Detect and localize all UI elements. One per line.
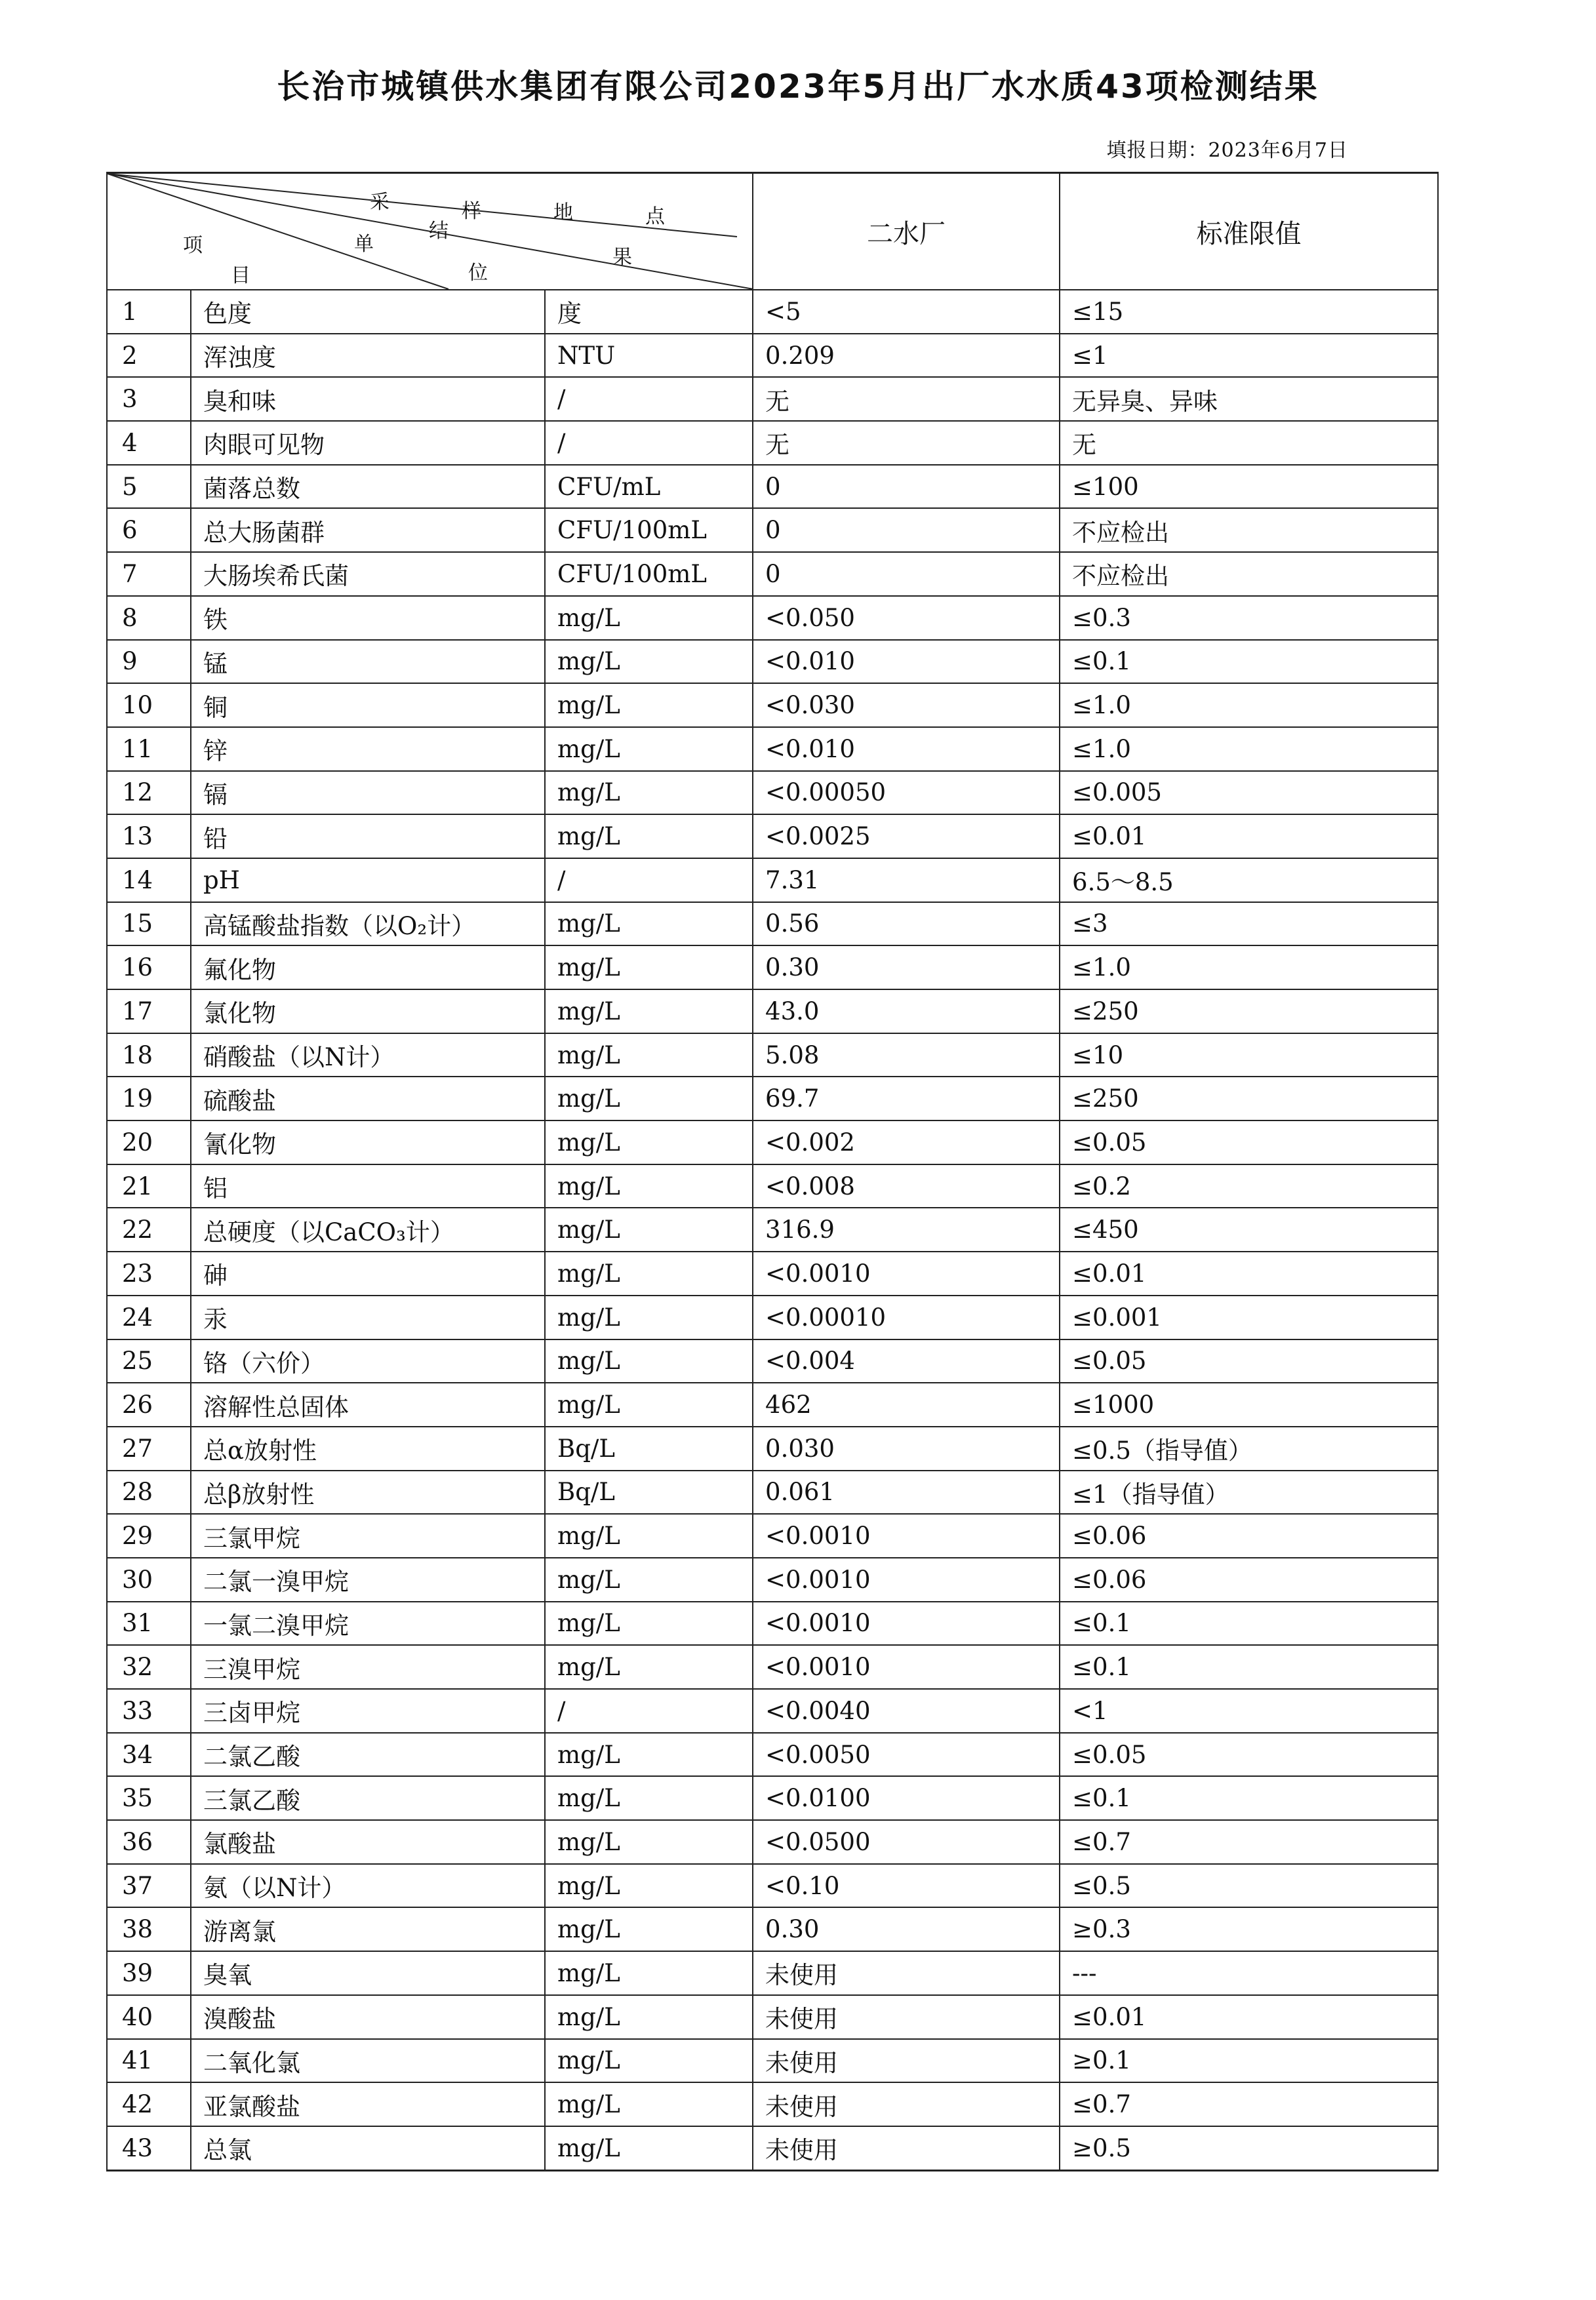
standard-limit: ≤1（指导值） <box>1060 1471 1438 1515</box>
standard-limit: ≤1.0 <box>1060 683 1438 727</box>
table-row <box>107 1252 1438 1296</box>
row-number: 41 <box>107 2039 191 2083</box>
item-name: 总大肠菌群 <box>191 508 545 552</box>
measured-value: <0.004 <box>753 1339 1060 1383</box>
item-name: 臭氧 <box>191 1951 545 1995</box>
table-row <box>107 1077 1438 1120</box>
unit: CFU/100mL <box>545 552 753 596</box>
unit: / <box>545 421 753 465</box>
unit: mg/L <box>545 1077 753 1120</box>
row-number: 37 <box>107 1864 191 1908</box>
item-name: 肉眼可见物 <box>191 421 545 465</box>
standard-limit: ≤15 <box>1060 290 1438 334</box>
row-number: 2 <box>107 334 191 378</box>
row-number: 12 <box>107 771 191 815</box>
unit: mg/L <box>545 1995 753 2039</box>
table-row <box>107 1296 1438 1339</box>
row-number: 36 <box>107 1820 191 1864</box>
row-number: 28 <box>107 1471 191 1515</box>
table-row <box>107 465 1438 509</box>
unit: mg/L <box>545 596 753 640</box>
row-number: 31 <box>107 1602 191 1646</box>
unit: mg/L <box>545 771 753 815</box>
item-name: 溶解性总固体 <box>191 1383 545 1427</box>
measured-value: 0 <box>753 552 1060 596</box>
item-name: 总α放射性 <box>191 1427 545 1471</box>
item-name: 汞 <box>191 1296 545 1339</box>
measured-value: 未使用 <box>753 2126 1060 2170</box>
measured-value: 0.30 <box>753 945 1060 989</box>
table-row <box>107 1820 1438 1864</box>
item-name: 一氯二溴甲烷 <box>191 1602 545 1646</box>
standard-limit: ≤0.2 <box>1060 1164 1438 1208</box>
measured-value: 0.30 <box>753 1907 1060 1951</box>
standard-limit: ≤0.01 <box>1060 1995 1438 2039</box>
unit: mg/L <box>545 1645 753 1689</box>
measured-value: <0.030 <box>753 683 1060 727</box>
unit: mg/L <box>545 1951 753 1995</box>
standard-limit: ≤100 <box>1060 465 1438 509</box>
table-row <box>107 640 1438 684</box>
unit: NTU <box>545 334 753 378</box>
table-row <box>107 290 1438 334</box>
measured-value: 0.209 <box>753 334 1060 378</box>
unit: mg/L <box>545 1383 753 1427</box>
unit: mg/L <box>545 1033 753 1077</box>
unit: CFU/100mL <box>545 508 753 552</box>
table-row <box>107 1120 1438 1164</box>
diagonal-header-cell <box>107 173 753 290</box>
row-number: 7 <box>107 552 191 596</box>
row-number: 30 <box>107 1558 191 1602</box>
item-name: 菌落总数 <box>191 465 545 509</box>
measured-value: <0.0100 <box>753 1776 1060 1820</box>
column-header-plant: 二水厂 <box>753 173 1060 290</box>
item-name: 铁 <box>191 596 545 640</box>
row-number: 8 <box>107 596 191 640</box>
unit: mg/L <box>545 640 753 684</box>
table-row <box>107 552 1438 596</box>
standard-limit: 无异臭、异味 <box>1060 377 1438 421</box>
standard-limit: ≤1.0 <box>1060 727 1438 771</box>
measured-value: <0.002 <box>753 1120 1060 1164</box>
measured-value: <0.0010 <box>753 1558 1060 1602</box>
row-number: 24 <box>107 1296 191 1339</box>
item-name: 总硬度（以CaCO₃计） <box>191 1208 545 1252</box>
table-row <box>107 727 1438 771</box>
unit: mg/L <box>545 683 753 727</box>
measured-value: <0.008 <box>753 1164 1060 1208</box>
measured-value: 0.030 <box>753 1427 1060 1471</box>
measured-value: 462 <box>753 1383 1060 1427</box>
unit: mg/L <box>545 1907 753 1951</box>
diag-label-top-3: 地 <box>553 201 573 224</box>
row-number: 25 <box>107 1339 191 1383</box>
table-row <box>107 2082 1438 2126</box>
standard-limit: ≤0.05 <box>1060 1339 1438 1383</box>
item-name: 镉 <box>191 771 545 815</box>
unit: mg/L <box>545 814 753 858</box>
row-number: 14 <box>107 858 191 902</box>
item-name: 二氯一溴甲烷 <box>191 1558 545 1602</box>
row-number: 22 <box>107 1208 191 1252</box>
measured-value: 43.0 <box>753 989 1060 1033</box>
standard-limit: 无 <box>1060 421 1438 465</box>
item-name: 三氯乙酸 <box>191 1776 545 1820</box>
standard-limit: <1 <box>1060 1689 1438 1733</box>
standard-limit: ≤0.1 <box>1060 640 1438 684</box>
unit: mg/L <box>545 2039 753 2083</box>
diag-label-mid-1: 结 <box>429 220 449 243</box>
row-number: 40 <box>107 1995 191 2039</box>
row-number: 19 <box>107 1077 191 1120</box>
table-row <box>107 2039 1438 2083</box>
item-name: pH <box>191 858 545 902</box>
standard-limit: ≥0.5 <box>1060 2126 1438 2170</box>
table-row <box>107 683 1438 727</box>
diag-label-top-4: 点 <box>645 205 665 228</box>
table-row <box>107 2126 1438 2170</box>
row-number: 23 <box>107 1252 191 1296</box>
item-name: 臭和味 <box>191 377 545 421</box>
unit: mg/L <box>545 1339 753 1383</box>
table-row <box>107 1339 1438 1383</box>
item-name: 大肠埃希氏菌 <box>191 552 545 596</box>
table-row <box>107 1864 1438 1908</box>
diag-label-top-1: 采 <box>370 191 389 214</box>
measured-value: 7.31 <box>753 858 1060 902</box>
row-number: 5 <box>107 465 191 509</box>
item-name: 硫酸盐 <box>191 1077 545 1120</box>
item-name: 高锰酸盐指数（以O₂计） <box>191 902 545 946</box>
diag-label-unit-2: 位 <box>468 262 488 285</box>
item-name: 二氯乙酸 <box>191 1733 545 1777</box>
water-quality-table <box>106 172 1439 2171</box>
measured-value: <0.0025 <box>753 814 1060 858</box>
standard-limit: ≤0.005 <box>1060 771 1438 815</box>
item-name: 氨（以N计） <box>191 1864 545 1908</box>
table-row <box>107 945 1438 989</box>
table-row <box>107 1645 1438 1689</box>
table-row <box>107 902 1438 946</box>
unit: mg/L <box>545 1296 753 1339</box>
standard-limit: ≤0.7 <box>1060 2082 1438 2126</box>
table-row <box>107 1995 1438 2039</box>
row-number: 26 <box>107 1383 191 1427</box>
measured-value: <0.10 <box>753 1864 1060 1908</box>
item-name: 三氯甲烷 <box>191 1514 545 1558</box>
item-name: 色度 <box>191 290 545 334</box>
table-row <box>107 1471 1438 1515</box>
measured-value: <0.0010 <box>753 1252 1060 1296</box>
row-number: 10 <box>107 683 191 727</box>
measured-value: <0.050 <box>753 596 1060 640</box>
table-row <box>107 334 1438 378</box>
table-row <box>107 1514 1438 1558</box>
unit: mg/L <box>545 1120 753 1164</box>
table-row <box>107 771 1438 815</box>
row-number: 38 <box>107 1907 191 1951</box>
table-row <box>107 508 1438 552</box>
item-name: 总β放射性 <box>191 1471 545 1515</box>
table-row <box>107 1689 1438 1733</box>
item-name: 铜 <box>191 683 545 727</box>
item-name: 亚氯酸盐 <box>191 2082 545 2126</box>
diag-label-item-2: 目 <box>231 264 250 287</box>
item-name: 铅 <box>191 814 545 858</box>
measured-value: <0.00050 <box>753 771 1060 815</box>
item-name: 二氧化氯 <box>191 2039 545 2083</box>
item-name: 溴酸盐 <box>191 1995 545 2039</box>
table-row <box>107 814 1438 858</box>
table-row <box>107 1951 1438 1995</box>
item-name: 铬（六价） <box>191 1339 545 1383</box>
measured-value: 未使用 <box>753 2039 1060 2083</box>
unit: / <box>545 858 753 902</box>
row-number: 6 <box>107 508 191 552</box>
table-row <box>107 1776 1438 1820</box>
unit: mg/L <box>545 1208 753 1252</box>
measured-value: <0.0010 <box>753 1514 1060 1558</box>
measured-value: 未使用 <box>753 1951 1060 1995</box>
standard-limit: ≤10 <box>1060 1033 1438 1077</box>
measured-value: 未使用 <box>753 1995 1060 2039</box>
unit: mg/L <box>545 1733 753 1777</box>
row-number: 15 <box>107 902 191 946</box>
measured-value: 0.56 <box>753 902 1060 946</box>
table-row <box>107 1208 1438 1252</box>
table-row <box>107 1427 1438 1471</box>
standard-limit: ≤0.1 <box>1060 1645 1438 1689</box>
table-row <box>107 1602 1438 1646</box>
item-name: 氯酸盐 <box>191 1820 545 1864</box>
item-name: 游离氯 <box>191 1907 545 1951</box>
standard-limit: ≤0.1 <box>1060 1602 1438 1646</box>
unit: mg/L <box>545 1514 753 1558</box>
row-number: 27 <box>107 1427 191 1471</box>
standard-limit: 不应检出 <box>1060 508 1438 552</box>
measured-value: 0 <box>753 508 1060 552</box>
table-row <box>107 1033 1438 1077</box>
standard-limit: ≤450 <box>1060 1208 1438 1252</box>
measured-value: 5.08 <box>753 1033 1060 1077</box>
standard-limit: ≤0.1 <box>1060 1776 1438 1820</box>
item-name: 浑浊度 <box>191 334 545 378</box>
diag-label-top-2: 样 <box>462 200 481 223</box>
row-number: 20 <box>107 1120 191 1164</box>
standard-limit: ≤250 <box>1060 989 1438 1033</box>
item-name: 铝 <box>191 1164 545 1208</box>
row-number: 39 <box>107 1951 191 1995</box>
standard-limit: ≥0.3 <box>1060 1907 1438 1951</box>
measured-value: <0.0010 <box>753 1645 1060 1689</box>
standard-limit: ≤0.7 <box>1060 1820 1438 1864</box>
standard-limit: ≤0.05 <box>1060 1733 1438 1777</box>
item-name: 三卤甲烷 <box>191 1689 545 1733</box>
row-number: 29 <box>107 1514 191 1558</box>
standard-limit: ≤1000 <box>1060 1383 1438 1427</box>
unit: mg/L <box>545 1820 753 1864</box>
column-header-limit: 标准限值 <box>1060 173 1438 290</box>
measured-value: 未使用 <box>753 2082 1060 2126</box>
row-number: 3 <box>107 377 191 421</box>
standard-limit: ≤0.5（指导值） <box>1060 1427 1438 1471</box>
row-number: 34 <box>107 1733 191 1777</box>
unit: CFU/mL <box>545 465 753 509</box>
measured-value: <0.010 <box>753 640 1060 684</box>
table-row <box>107 421 1438 465</box>
fill-date: 填报日期：2023年6月7日 <box>1106 139 1348 162</box>
row-number: 33 <box>107 1689 191 1733</box>
unit: Bq/L <box>545 1471 753 1515</box>
unit: mg/L <box>545 2126 753 2170</box>
unit: mg/L <box>545 1252 753 1296</box>
standard-limit: ≤0.01 <box>1060 1252 1438 1296</box>
item-name: 三溴甲烷 <box>191 1645 545 1689</box>
diag-label-item-1: 项 <box>183 234 203 257</box>
standard-limit: ≤1.0 <box>1060 945 1438 989</box>
measured-value: 69.7 <box>753 1077 1060 1120</box>
row-number: 35 <box>107 1776 191 1820</box>
table-row <box>107 1907 1438 1951</box>
table-row <box>107 1164 1438 1208</box>
measured-value: <0.0500 <box>753 1820 1060 1864</box>
row-number: 9 <box>107 640 191 684</box>
row-number: 17 <box>107 989 191 1033</box>
item-name: 砷 <box>191 1252 545 1296</box>
standard-limit: ≤3 <box>1060 902 1438 946</box>
measured-value: 无 <box>753 377 1060 421</box>
measured-value: 无 <box>753 421 1060 465</box>
measured-value: <5 <box>753 290 1060 334</box>
table-row <box>107 1558 1438 1602</box>
standard-limit: ≤0.001 <box>1060 1296 1438 1339</box>
standard-limit: ≤0.5 <box>1060 1864 1438 1908</box>
unit: 度 <box>545 290 753 334</box>
document-title: 长治市城镇供水集团有限公司2023年5月出厂水水质43项检测结果 <box>277 68 1319 106</box>
standard-limit: ≤0.05 <box>1060 1120 1438 1164</box>
standard-limit: ≤250 <box>1060 1077 1438 1120</box>
unit: mg/L <box>545 1558 753 1602</box>
measured-value: 0.061 <box>753 1471 1060 1515</box>
standard-limit: ≤0.01 <box>1060 814 1438 858</box>
diag-label-mid-2: 果 <box>612 246 632 269</box>
item-name: 锌 <box>191 727 545 771</box>
row-number: 21 <box>107 1164 191 1208</box>
unit: mg/L <box>545 945 753 989</box>
item-name: 氯化物 <box>191 989 545 1033</box>
standard-limit: ≤0.3 <box>1060 596 1438 640</box>
row-number: 4 <box>107 421 191 465</box>
table-row <box>107 858 1438 902</box>
item-name: 锰 <box>191 640 545 684</box>
item-name: 总氯 <box>191 2126 545 2170</box>
row-number: 42 <box>107 2082 191 2126</box>
unit: mg/L <box>545 1864 753 1908</box>
unit: mg/L <box>545 1776 753 1820</box>
row-number: 1 <box>107 290 191 334</box>
unit: mg/L <box>545 1602 753 1646</box>
table-row <box>107 377 1438 421</box>
measured-value: <0.0010 <box>753 1602 1060 1646</box>
standard-limit: ≥0.1 <box>1060 2039 1438 2083</box>
table-row <box>107 989 1438 1033</box>
standard-limit: ≤0.06 <box>1060 1514 1438 1558</box>
unit: mg/L <box>545 2082 753 2126</box>
measured-value: <0.010 <box>753 727 1060 771</box>
measured-value: <0.0040 <box>753 1689 1060 1733</box>
diag-label-unit-1: 单 <box>354 233 374 256</box>
measured-value: 0 <box>753 465 1060 509</box>
item-name: 氟化物 <box>191 945 545 989</box>
row-number: 32 <box>107 1645 191 1689</box>
row-number: 11 <box>107 727 191 771</box>
row-number: 18 <box>107 1033 191 1077</box>
row-number: 43 <box>107 2126 191 2170</box>
standard-limit: 6.5～8.5 <box>1060 858 1438 902</box>
row-number: 13 <box>107 814 191 858</box>
unit: / <box>545 1689 753 1733</box>
measured-value: 316.9 <box>753 1208 1060 1252</box>
unit: mg/L <box>545 902 753 946</box>
table-row <box>107 1383 1438 1427</box>
measured-value: <0.00010 <box>753 1296 1060 1339</box>
table-header-row <box>107 173 1438 290</box>
unit: mg/L <box>545 727 753 771</box>
unit: mg/L <box>545 1164 753 1208</box>
standard-limit: 不应检出 <box>1060 552 1438 596</box>
unit: / <box>545 377 753 421</box>
row-number: 16 <box>107 945 191 989</box>
table-row <box>107 1733 1438 1777</box>
unit: mg/L <box>545 989 753 1033</box>
item-name: 硝酸盐（以N计） <box>191 1033 545 1077</box>
unit: Bq/L <box>545 1427 753 1471</box>
standard-limit: ≤0.06 <box>1060 1558 1438 1602</box>
standard-limit: ≤1 <box>1060 334 1438 378</box>
item-name: 氰化物 <box>191 1120 545 1164</box>
table-row <box>107 596 1438 640</box>
standard-limit: --- <box>1060 1951 1438 1995</box>
measured-value: <0.0050 <box>753 1733 1060 1777</box>
